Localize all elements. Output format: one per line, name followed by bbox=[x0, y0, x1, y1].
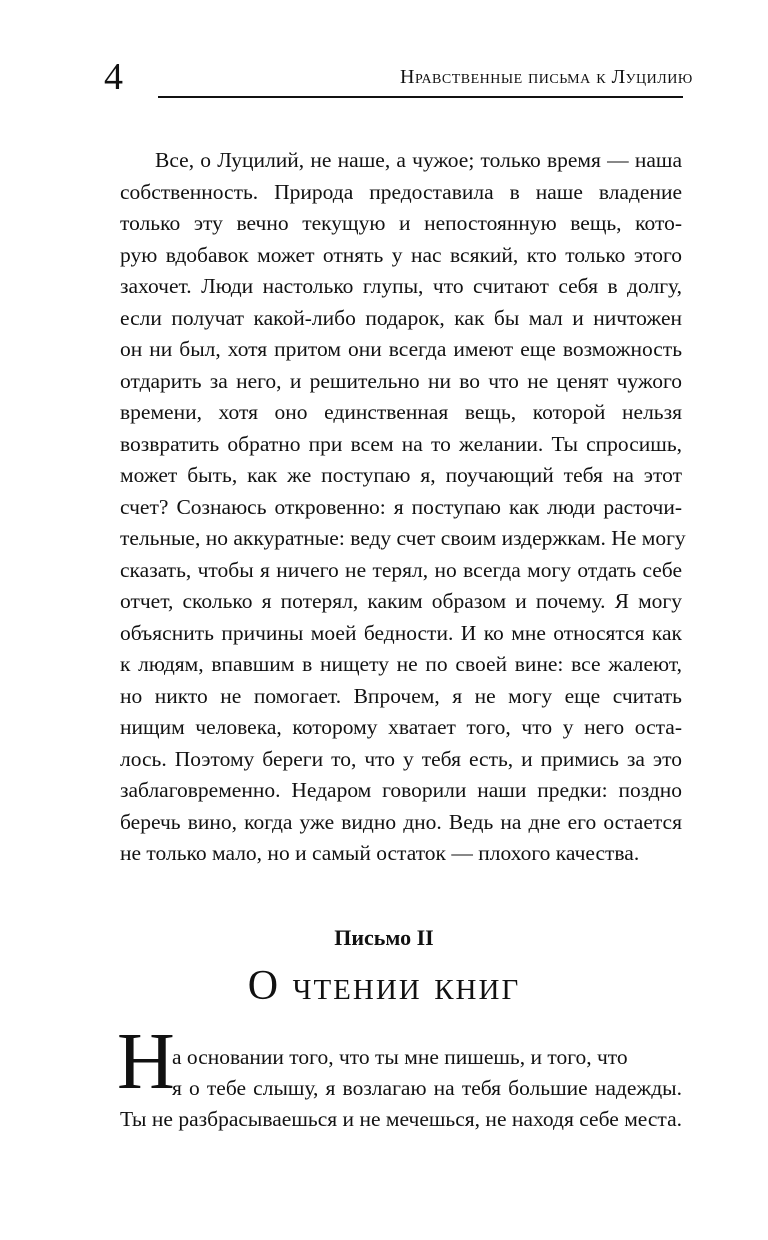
chapter-title: О чтении книг bbox=[247, 963, 521, 1009]
header-rule bbox=[158, 96, 683, 98]
letter-third-line: Ты не разбрасываешься и не мечешься, не находя себе места. bbox=[120, 1107, 682, 1131]
paragraph-line: захочет. Люди настолько глупы, что считают себя в долгу, bbox=[120, 274, 682, 298]
paragraph-line: Все, о Луцилий, не наше, а чужое; только время — наша bbox=[155, 148, 682, 172]
paragraph-line: отдарить за него, и решительно ни во что не ценят чужого bbox=[120, 368, 682, 393]
paragraph-line: сказать, чтобы я ничего не терял, но всегда могу отдать себе bbox=[120, 557, 682, 582]
paragraph-line: рую вдобавок может отнять у нас всякий, кто только этого bbox=[120, 242, 682, 267]
paragraph-line: отчет, сколько я потерял, каким образом и почему. Я могу bbox=[120, 589, 682, 613]
paragraph-line: может быть, как же поступаю я, поучающий тебя на этот bbox=[120, 463, 682, 487]
letter-number: Письмо II bbox=[334, 925, 434, 950]
paragraph-line: собственность. Природа предоставила в наше владение bbox=[120, 179, 682, 204]
paragraph-line: заблаговременно. Недаром говорили наши предки: поздно bbox=[120, 778, 682, 802]
letter-second-line: я о тебе слышу, я возлагаю на тебя большие надежды. bbox=[172, 1076, 682, 1100]
paragraph-line: он ни был, хотя притом они всегда имеют еще возможность bbox=[120, 337, 682, 361]
paragraph-line: объяснить причины моей бедности. И ко мне относятся как bbox=[120, 620, 682, 645]
paragraph-line: возвратить обратно при всем на то желании. Ты спросишь, bbox=[120, 431, 682, 456]
drop-cap: Н bbox=[117, 1018, 175, 1106]
paragraph-line: лось. Поэтому береги то, что у тебя есть, и примись за это bbox=[120, 746, 682, 771]
paragraph-line: только эту вечно текущую и непостоянную вещь, кото- bbox=[120, 211, 682, 235]
paragraph-line: счет? Сознаюсь откровенно: я поступаю как люди расточи- bbox=[120, 494, 682, 519]
paragraph-line: тельные, но аккуратные: веду счет своим издержкам. Не могу bbox=[120, 526, 686, 550]
paragraph-line: но никто не помогает. Впрочем, я не могу еще считать bbox=[120, 683, 682, 708]
paragraph-line: не только мало, но и самый остаток — плохого качества. bbox=[120, 841, 640, 865]
running-head: Нравственные письма к Луцилию bbox=[400, 66, 693, 88]
paragraph-line: к людям, впавшим в нищету не по своей вине: все жалеют, bbox=[120, 652, 682, 676]
page-number: 4 bbox=[104, 56, 123, 98]
letter-first-line: а основании того, что ты мне пишешь, и того, что bbox=[172, 1045, 628, 1069]
paragraph-line: времени, хотя оно единственная вещь, которой нельзя bbox=[120, 400, 682, 424]
paragraph-line: нищим человека, которому хватает того, что у него оста- bbox=[120, 715, 682, 739]
paragraph-line: если получат какой-либо подарок, как бы мал и ничтожен bbox=[120, 305, 682, 330]
paragraph-line: беречь вино, когда уже видно дно. Ведь на дне его остается bbox=[120, 809, 682, 834]
